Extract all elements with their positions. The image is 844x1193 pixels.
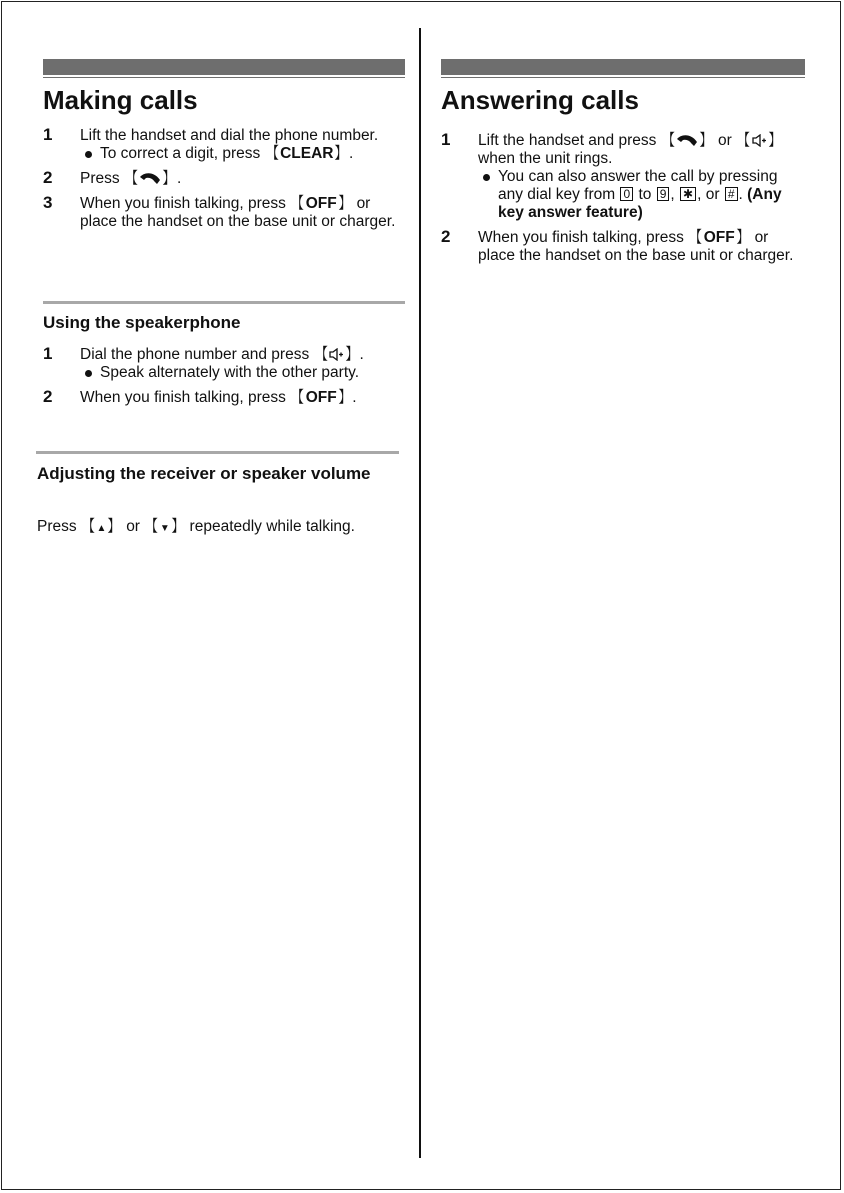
step-3 [43,195,405,231]
phone-handset-icon [676,134,698,147]
hash-key: # [725,187,738,201]
step-text: Lift the handset and press [478,132,657,149]
subsection-rule [36,451,399,454]
step-text: Press [80,170,120,187]
speaker-key: 【 】 [315,346,358,363]
feature-name: (Any key answer feature) [498,186,782,221]
heading-answering-calls: Answering calls [441,85,639,115]
step-1 [441,132,805,222]
speakerphone-steps [43,346,405,414]
step-number: 3 [43,193,53,212]
down-key: 【 ▼ 】 [145,518,184,535]
bullet-text-or: , or [697,186,720,203]
step-number: 1 [43,125,53,144]
bullet-text: You can also answer the call by pressing any dial key from [498,168,778,203]
talk-key: 【 】 [662,132,713,149]
star-key-icon: ✱ [680,187,696,201]
subsection-rule [43,301,405,304]
step-text-or: or [718,132,732,149]
section-rule [441,77,805,78]
step-1: 1 Dial the phone number and press 【 】 . Speak alternately with the other party. [43,346,405,382]
speakerphone-icon [329,348,344,361]
off-key: 【 OFF 】 [291,195,351,212]
step-text-cont: or place the handset on the base unit or charger. [80,195,396,230]
bullet-note: Speak alternately with the other party. [80,364,405,382]
step-2: 2 Press 【 】 . [43,168,182,187]
heading-making-calls: Making calls [43,85,198,115]
section-bar [441,59,805,75]
volume-text [37,518,399,538]
column-divider [419,28,421,1158]
heading-volume: Adjusting the receiver or speaker volume [37,464,371,483]
bullet-text-to: to [638,186,652,203]
dial-key-0: 0 [620,187,633,201]
speakerphone-icon [752,134,767,147]
bullet-note: You can also answer the call by pressing any dial key from 0 to 9 , ✱ , or # . (Any key answer feature) [478,168,805,222]
making-calls-steps [43,127,405,238]
step-number: 1 [43,344,53,363]
step-2 [441,229,805,265]
off-key: 【 OFF 】 [291,389,351,406]
speaker-key: 【 】 [737,132,781,149]
off-key: 【 OFF 】 [689,229,749,246]
step-2: 2 When you finish talking, press 【 OFF 】 . [43,387,357,406]
volume-text-a: Press [37,518,77,535]
clear-key: 【 CLEAR 】 [266,145,348,162]
down-arrow-icon: ▼ [159,523,170,534]
up-key: 【 ▲ 】 [82,518,121,535]
step-text-cont: or place the handset on the base unit or charger. [478,229,794,264]
volume-text-b: repeatedly while talking. [189,518,355,535]
step-text: Lift the handset and dial the phone number. [80,127,379,144]
volume-text-or: or [126,518,140,535]
talk-key: 【 】 [125,170,176,187]
section-rule [43,77,405,78]
step-text: When you finish talking, press [478,229,684,246]
section-bar [43,59,405,75]
step-text: When you finish talking, press [80,389,286,406]
step-1 [43,127,405,163]
step-text-cont: when the unit rings. [478,150,613,167]
step-text: When you finish talking, press [80,195,286,212]
step-number: 1 [441,130,451,149]
heading-speakerphone: Using the speakerphone [43,313,241,332]
bullet-text: To correct a digit, press [100,145,261,162]
up-arrow-icon: ▲ [96,523,107,534]
step-number: 2 [441,227,451,246]
step-text: Dial the phone number and press [80,346,310,363]
step-number: 2 [43,387,53,406]
step-number: 2 [43,168,53,187]
bullet-note: To correct a digit, press 【 CLEAR 】 . [80,145,405,163]
answering-calls-steps [441,132,805,272]
dial-key-9: 9 [657,187,670,201]
phone-handset-icon [139,172,161,185]
